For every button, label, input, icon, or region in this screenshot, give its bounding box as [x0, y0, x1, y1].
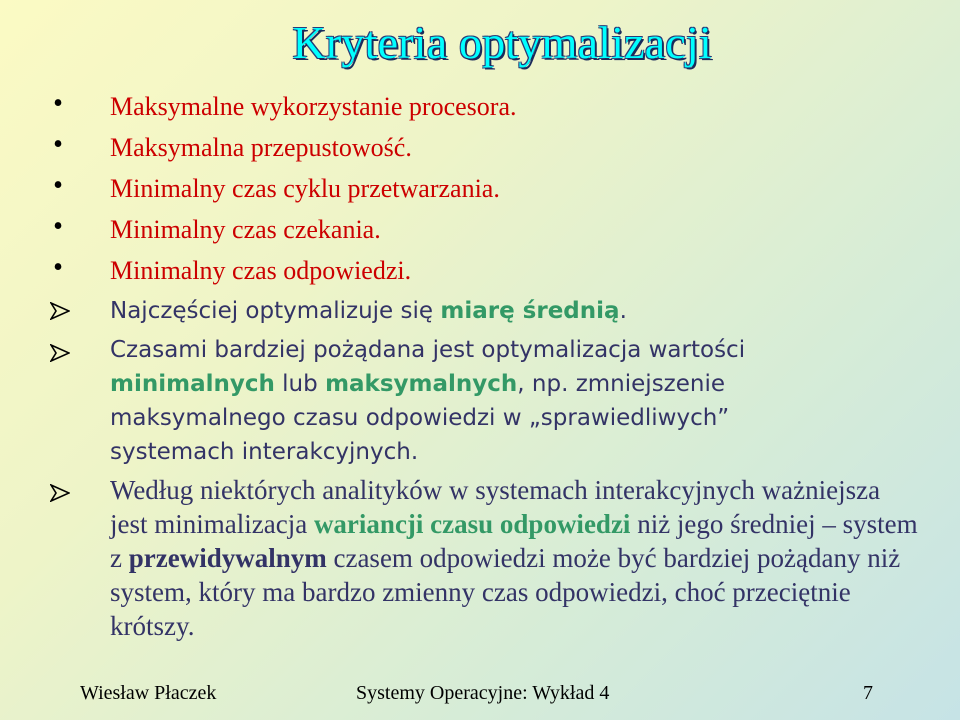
- footer-course: Systemy Operacyjne: Wykład 4: [356, 682, 610, 704]
- slide-title-wrap: [0, 16, 940, 69]
- list-item-text: Maksymalna przepustowość.: [110, 133, 412, 162]
- list-item-text: Maksymalne wykorzystanie procesora.: [110, 92, 517, 121]
- list-item: [0, 88, 960, 129]
- list-item: [0, 252, 960, 293]
- text-run: Według niektórych analityków w systemach interakcyjnych ważniejsza jest minimalizacja: [110, 475, 881, 539]
- list-item: [0, 293, 960, 333]
- bullet-list: [0, 88, 960, 643]
- arrowhead-bullet-icon: [50, 344, 70, 362]
- bullet-dot-icon: •: [53, 129, 63, 160]
- list-item-text: [110, 293, 910, 329]
- text-run: Najczęściej optymalizuje się: [110, 298, 441, 324]
- slide-footer: [0, 682, 960, 710]
- arrowhead-bullet-icon: [50, 484, 70, 502]
- text-run: czasem odpowiedzi może być bardziej pożądany niż system, który ma bardzo zmienny czas odpowiedzi, choć przeciętnie krótszy.: [110, 543, 901, 641]
- bullet-dot-icon: •: [53, 252, 63, 283]
- list-item-text: [110, 473, 920, 643]
- list-item-text: [110, 333, 840, 469]
- arrowhead-bullet-icon: [50, 302, 70, 320]
- list-item: [0, 473, 960, 643]
- highlight-run: maksymalnych: [325, 371, 518, 397]
- highlight-run: wariancji czasu odpowiedzi: [313, 509, 631, 539]
- slide-title: Kryteria optymalizacji: [292, 17, 712, 68]
- list-item-text: Minimalny czas czekania.: [110, 215, 381, 244]
- text-run: niż jego średniej – system z: [110, 509, 918, 573]
- bullet-dot-icon: •: [53, 88, 63, 119]
- list-item: [0, 170, 960, 211]
- list-item-text: Minimalny czas odpowiedzi.: [110, 256, 412, 285]
- text-run: Czasami bardziej pożądana jest optymalizacja wartości: [110, 337, 746, 363]
- footer-page-number: 7: [863, 682, 873, 704]
- list-item: [0, 211, 960, 252]
- bullet-dot-icon: •: [53, 170, 63, 201]
- list-item: [0, 129, 960, 170]
- list-item-text: Minimalny czas cyklu przetwarzania.: [110, 174, 500, 203]
- highlight-run: miarę średnią: [440, 298, 620, 324]
- highlight-run: minimalnych: [110, 371, 275, 397]
- bold-run: przewidywalnym: [128, 543, 327, 573]
- list-item: [0, 333, 960, 473]
- bullet-dot-icon: •: [53, 211, 63, 242]
- text-run: .: [619, 298, 627, 324]
- footer-author: Wiesław Płaczek: [80, 682, 217, 704]
- text-run: lub: [274, 371, 326, 397]
- text-run: , np. zmniejszenie maksymalnego czasu odpowiedzi w „sprawiedliwych” systemach interakcyjnych.: [110, 371, 730, 465]
